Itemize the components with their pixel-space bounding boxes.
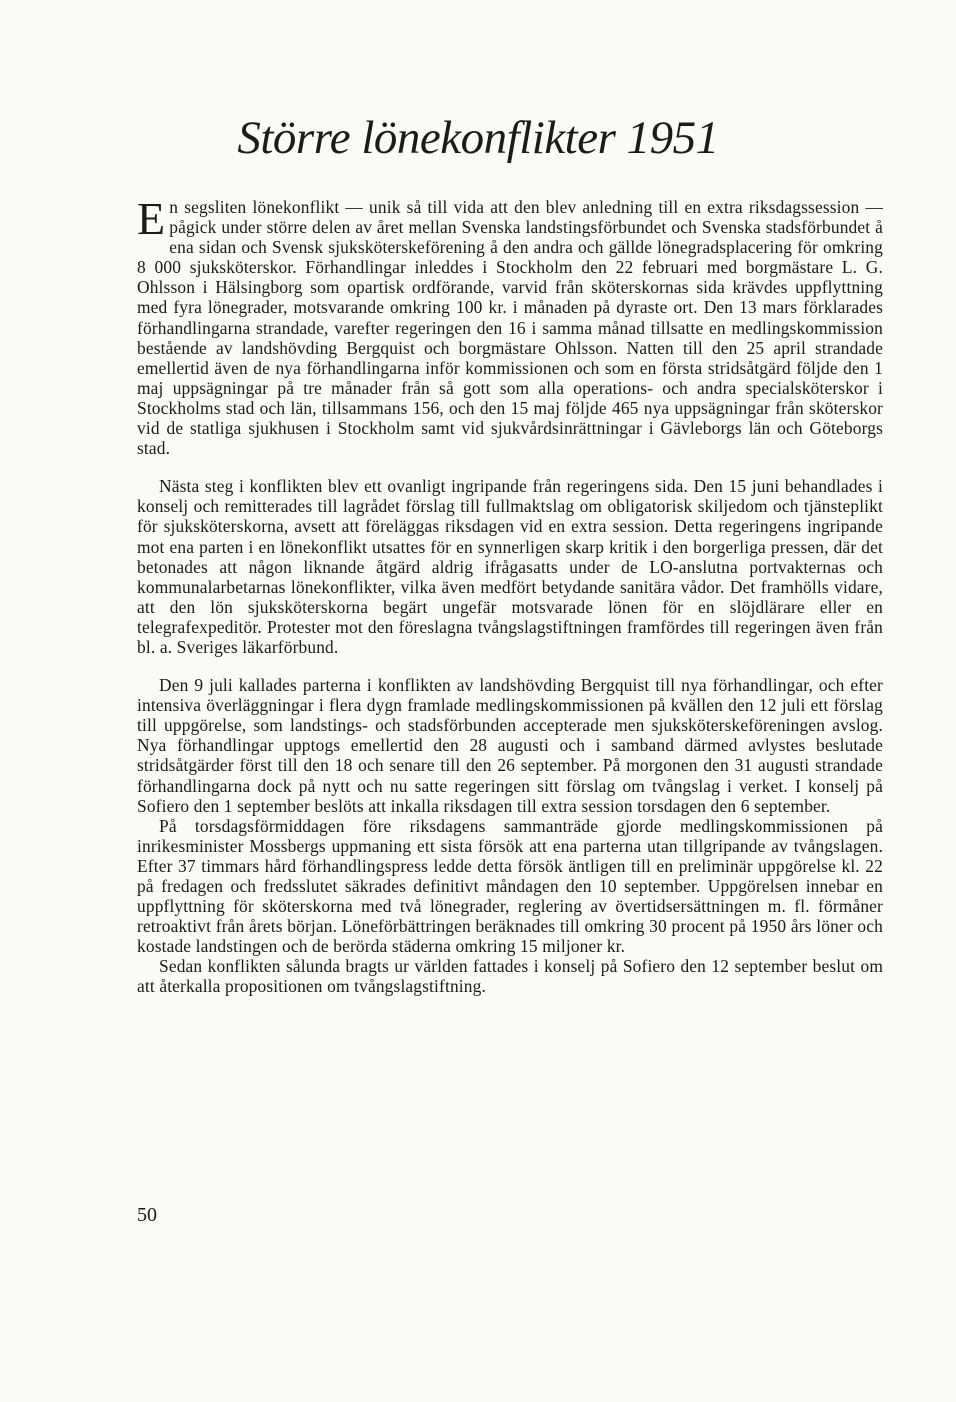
paragraph-1-text: n segsliten lönekonflikt — unik så till vida att den blev anledning till en extra riksdagssession — pågick under större delen av året mellan Svenska landstingsförbundet och Svenska stadsförbundet å ena sidan och Svensk sjuksköterskeförening å den andra och gällde lönegradsplacering för omkring 8 000 sjuksköterskor. Förhandlingar inleddes i Stockholm den 22 februari med borgmästare L. G. Ohlsson i Hälsingborg som opartisk ordförande, varvid från sköterskornas sida krävdes uppflyttning med fyra lönegrader, motsvarande omkring 100 kr. i månaden på dyraste ort. Den 13 mars förklarades förhandlingarna strandade, varefter regeringen den 16 i samma månad tillsatte en medlingskommission bestående av landshövding Bergquist och borgmästare Ohlsson. Natten till den 25 april strandade emellertid även de nya förhandlingarna inför kommissionen och som en första stridsåtgärd följde den 1 maj uppsägningar på tre månader från så gott som alla operations- och andra specialsköterskor i Stockholms stad och län, tillsammans 156, och den 15 maj följde 465 nya uppsägningar från sköterskor vid de statliga sjukhusen i Stockholm samt vid sjukvårdsinrättningar i Gävleborgs län och Göteborgs stad. xyxy=(137,197,883,459)
paragraph-2: Nästa steg i konflikten blev ett ovanligt ingripande från regeringens sida. Den 15 juni behandlades i konselj och remitterades till lagrådet förslag till fullmaktslag om obligatorisk skiljedom och tjänsteplikt för sjuksköterskorna, avsett att föreläggas riksdagen vid en extra session. Detta regeringens ingripande mot ena parten i en lönekonflikt utsattes för en synnerligen skarp kritik i den borgerliga pressen, där det betonades att någon liknande åtgärd aldrig ifrågasatts under de LO-anslutna portvakternas och kommunalarbetarnas lönekonflikter, vilka även medfört betydande sanitära vådor. Det framhölls vidare, att den lön sjuksköterskorna begärt ungefär motsvarade lönen för en slöjdlärare eller en telegrafexpeditör. Protester mot den föreslagna tvångslagstiftningen framfördes till regeringen även från bl. a. Sveriges läkarförbund. xyxy=(137,476,883,657)
page-number: 50 xyxy=(137,1204,157,1226)
paragraph-4: På torsdagsförmiddagen före riksdagens sammanträde gjorde medlingskommissionen på inrikesminister Mossbergs uppmaning ett sista försök att ena parterna utan tillgripande av tvångslagen. Efter 37 timmars hård förhandlingspress ledde detta försök äntligen till en preliminär uppgörelse kl. 22 på fredagen och fredsslutet säkrades definitivt måndagen den 10 september. Uppgörelsen innebar en uppflyttning för sköterskorna med två lönegrader, reglering av övertidsersättningen m. fl. förmåner retroaktivt från årets början. Löneförbättringen beräknades till omkring 30 procent på 1950 års löner och kostade landstingen och de berörda städerna omkring 15 miljoner kr. xyxy=(137,815,883,957)
paragraph-1 xyxy=(137,193,883,459)
paragraph-5: Sedan konflikten sålunda bragts ur världen fattades i konselj på Sofiero den 12 september beslut om att återkalla propositionen om tvångslagstiftning. xyxy=(137,956,883,997)
article-body xyxy=(137,193,883,997)
drop-cap: E xyxy=(137,193,166,244)
paragraph-3: Den 9 juli kallades parterna i konflikten av landshövding Bergquist till nya förhandlingar, och efter intensiva överläggningar i flera dygn framlade medlingskommissionen på kvällen den 12 juli ett förslag till uppgörelse, som landstings- och stadsförbunden accepterade men sjuksköterskeföreningen avslog. Nya förhandlingar upptogs emellertid den 28 augusti och i samband därmed avlystes beslutade stridsåtgärder först till den 18 och senare till den 26 september. På morgonen den 31 augusti strandade förhandlingarna dock på nytt och nu satte regeringen sitt förslag om tvångslag i verket. I konselj på Sofiero den 1 september beslöts att inkalla riksdagen till extra session torsdagen den 6 september. xyxy=(137,675,883,816)
article-title: Större lönekonflikter 1951 xyxy=(237,112,719,164)
